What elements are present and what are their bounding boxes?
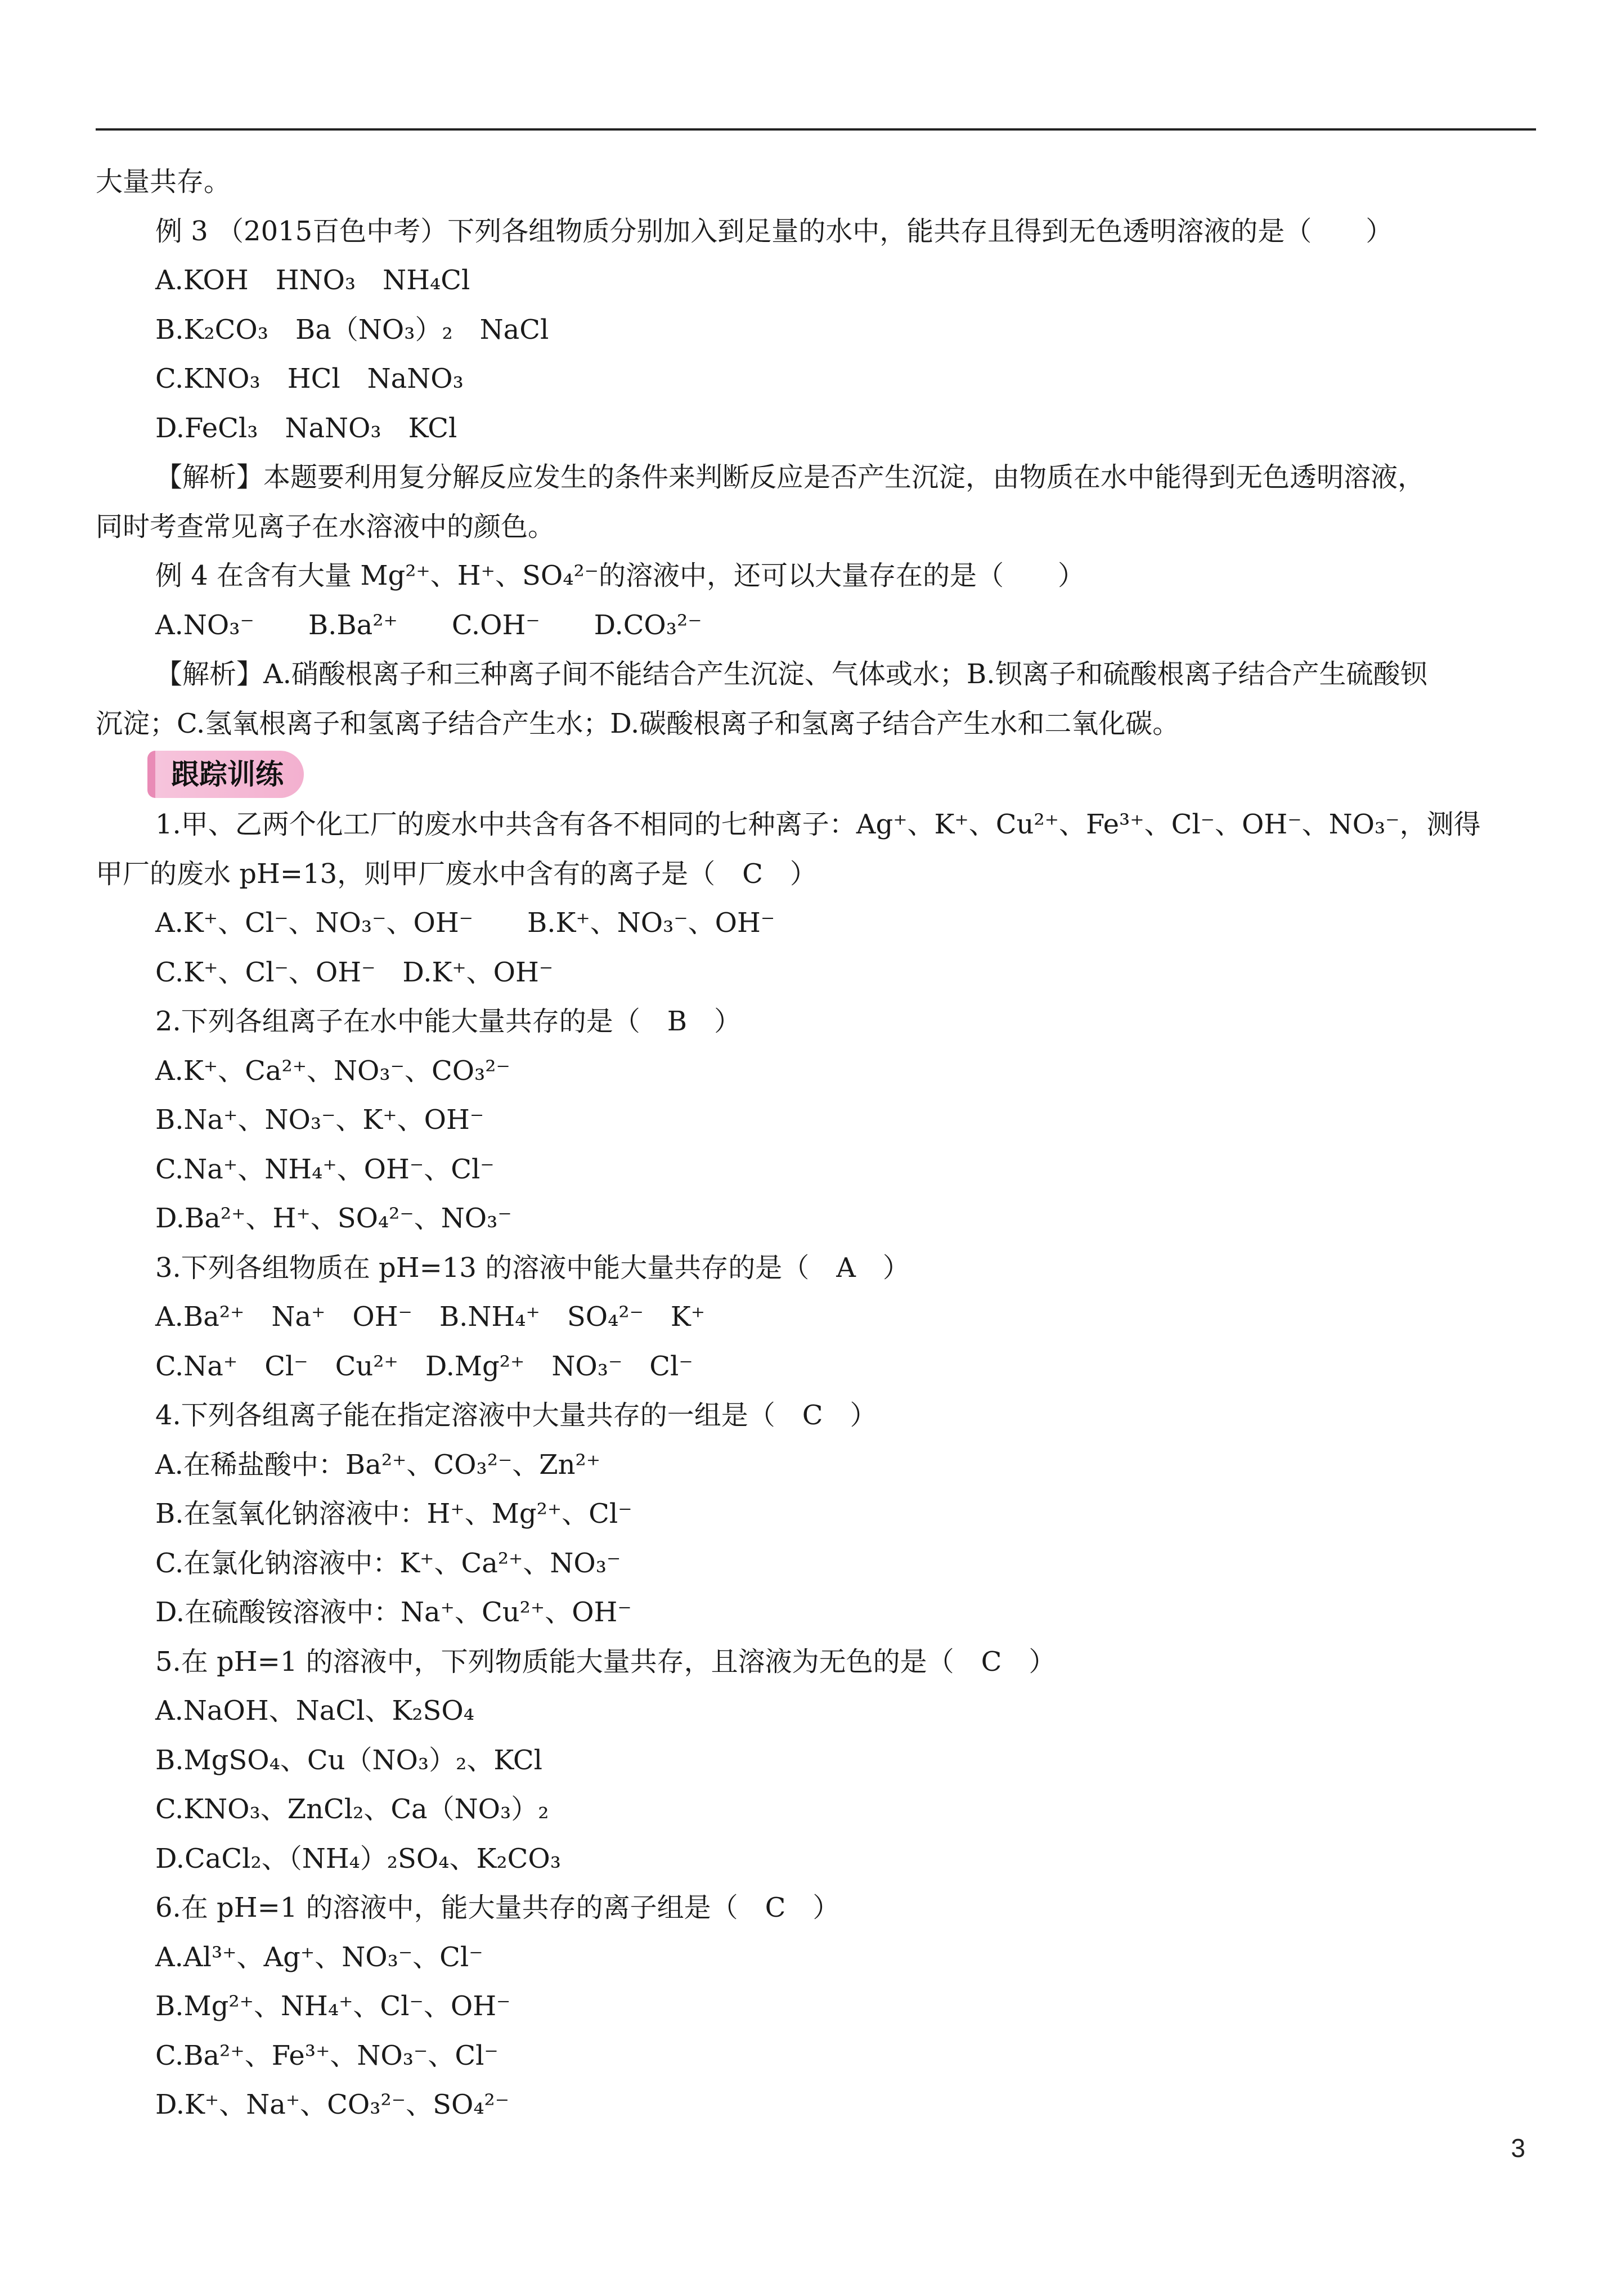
example-3-analysis-cont: 同时考查常见离子在水溶液中的颜色。 — [96, 510, 555, 542]
exercise-line: D.Ba²⁺、H⁺、SO₄²⁻、NO₃⁻ — [155, 1203, 512, 1234]
exercise-line: B.在氢氧化钠溶液中：H⁺、Mg²⁺、Cl⁻ — [155, 1498, 632, 1530]
exercise-line: C.Na⁺ Cl⁻ Cu²⁺ D.Mg²⁺ NO₃⁻ Cl⁻ — [155, 1350, 693, 1382]
exercise-line: 1.甲、乙两个化工厂的废水中共含有各不相同的七种离子：Ag⁺、K⁺、Cu²⁺、Fe³⁺、Cl⁻、OH⁻、NO₃⁻，测得 — [155, 809, 1481, 840]
example-3-option-b: B.K₂CO₃ Ba（NO₃）₂ NaCl — [155, 313, 549, 346]
exercise-line: A.K⁺、Ca²⁺、NO₃⁻、CO₃²⁻ — [155, 1055, 510, 1087]
example-4-options: A.NO₃⁻ B.Ba²⁺ C.OH⁻ D.CO₃²⁻ — [155, 609, 702, 641]
page-content — [96, 158, 1536, 2130]
exercise-line: A.NaOH、NaCl、K₂SO₄ — [155, 1695, 475, 1727]
exercise-line: B.MgSO₄、Cu（NO₃）₂、KCl — [155, 1744, 543, 1776]
text-line: 大量共存。 — [96, 166, 231, 198]
exercise-line: B.Na⁺、NO₃⁻、K⁺、OH⁻ — [155, 1104, 484, 1136]
exercise-line: D.K⁺、Na⁺、CO₃²⁻、SO₄²⁻ — [155, 2089, 510, 2120]
exercise-line: 6.在 pH=1 的溶液中，能大量共存的离子组是（ C ） — [155, 1892, 840, 1923]
exercise-line: 3.下列各组物质在 pH=13 的溶液中能大量共存的是（ A ） — [155, 1252, 910, 1284]
example-3-option-c: C.KNO₃ HCl NaNO₃ — [155, 363, 464, 394]
example-3-analysis: 【解析】本题要利用复分解反应发生的条件来判断反应是否产生沉淀，由物质在水中能得到无色透明溶液， — [155, 461, 1425, 493]
example-3-option-a: A.KOH HNO₃ NH₄Cl — [155, 264, 470, 296]
exercise-line: C.在氯化钠溶液中：K⁺、Ca²⁺、NO₃⁻ — [155, 1547, 621, 1579]
example-3-question: 例 3 （2015百色中考）下列各组物质分别加入到足量的水中，能共存且得到无色透明溶液的是（ ） — [155, 215, 1393, 247]
exercise-line: D.在硫酸铵溶液中：Na⁺、Cu²⁺、OH⁻ — [155, 1597, 632, 1628]
exercise-line: D.CaCl₂、（NH₄）₂SO₄、K₂CO₃ — [155, 1842, 561, 1875]
exercise-line: A.K⁺、Cl⁻、NO₃⁻、OH⁻ B.K⁺、NO₃⁻、OH⁻ — [155, 907, 775, 939]
exercise-line: C.KNO₃、ZnCl₂、Ca（NO₃）₂ — [155, 1793, 549, 1825]
exercise-line: A.Ba²⁺ Na⁺ OH⁻ B.NH₄⁺ SO₄²⁻ K⁺ — [155, 1301, 706, 1333]
exercise-line: A.在稀盐酸中：Ba²⁺、CO₃²⁻、Zn²⁺ — [155, 1449, 601, 1481]
header-rule — [96, 128, 1536, 131]
exercise-line: A.Al³⁺、Ag⁺、NO₃⁻、Cl⁻ — [155, 1941, 483, 1973]
exercise-line: 4.下列各组离子能在指定溶液中大量共存的一组是（ C ） — [155, 1400, 877, 1431]
section-title: 跟踪训练 — [155, 751, 304, 798]
exercise-line: 甲厂的废水 pH=13，则甲厂废水中含有的离子是（ C ） — [96, 858, 817, 890]
exercise-line: C.Na⁺、NH₄⁺、OH⁻、Cl⁻ — [155, 1153, 495, 1185]
page-number: 3 — [1511, 2133, 1525, 2163]
exercise-line: 5.在 pH=1 的溶液中，下列物质能大量共存，且溶液为无色的是（ C ） — [155, 1645, 1056, 1678]
example-4-question: 例 4 在含有大量 Mg²⁺、H⁺、SO₄²⁻的溶液中，还可以大量存在的是（ ） — [155, 560, 1085, 591]
exercise-line: C.K⁺、Cl⁻、OH⁻ D.K⁺、OH⁻ — [155, 956, 554, 988]
example-4-analysis: 【解析】A.硝酸根离子和三种离子间不能结合产生沉淀、气体或水；B.钡离子和硫酸根离子结合产生硫酸钡 — [155, 658, 1427, 690]
exercise-line: B.Mg²⁺、NH₄⁺、Cl⁻、OH⁻ — [155, 1990, 511, 2022]
example-4-analysis-cont: 沉淀；C.氢氧根离子和氢离子结合产生水；D.碳酸根离子和氢离子结合产生水和二氧化碳。 — [96, 707, 1180, 739]
exercise-line: C.Ba²⁺、Fe³⁺、NO₃⁻、Cl⁻ — [155, 2039, 499, 2071]
exercise-line: 2.下列各组离子在水中能大量共存的是（ B ） — [155, 1006, 742, 1037]
example-3-option-d: D.FeCl₃ NaNO₃ KCl — [155, 412, 457, 444]
